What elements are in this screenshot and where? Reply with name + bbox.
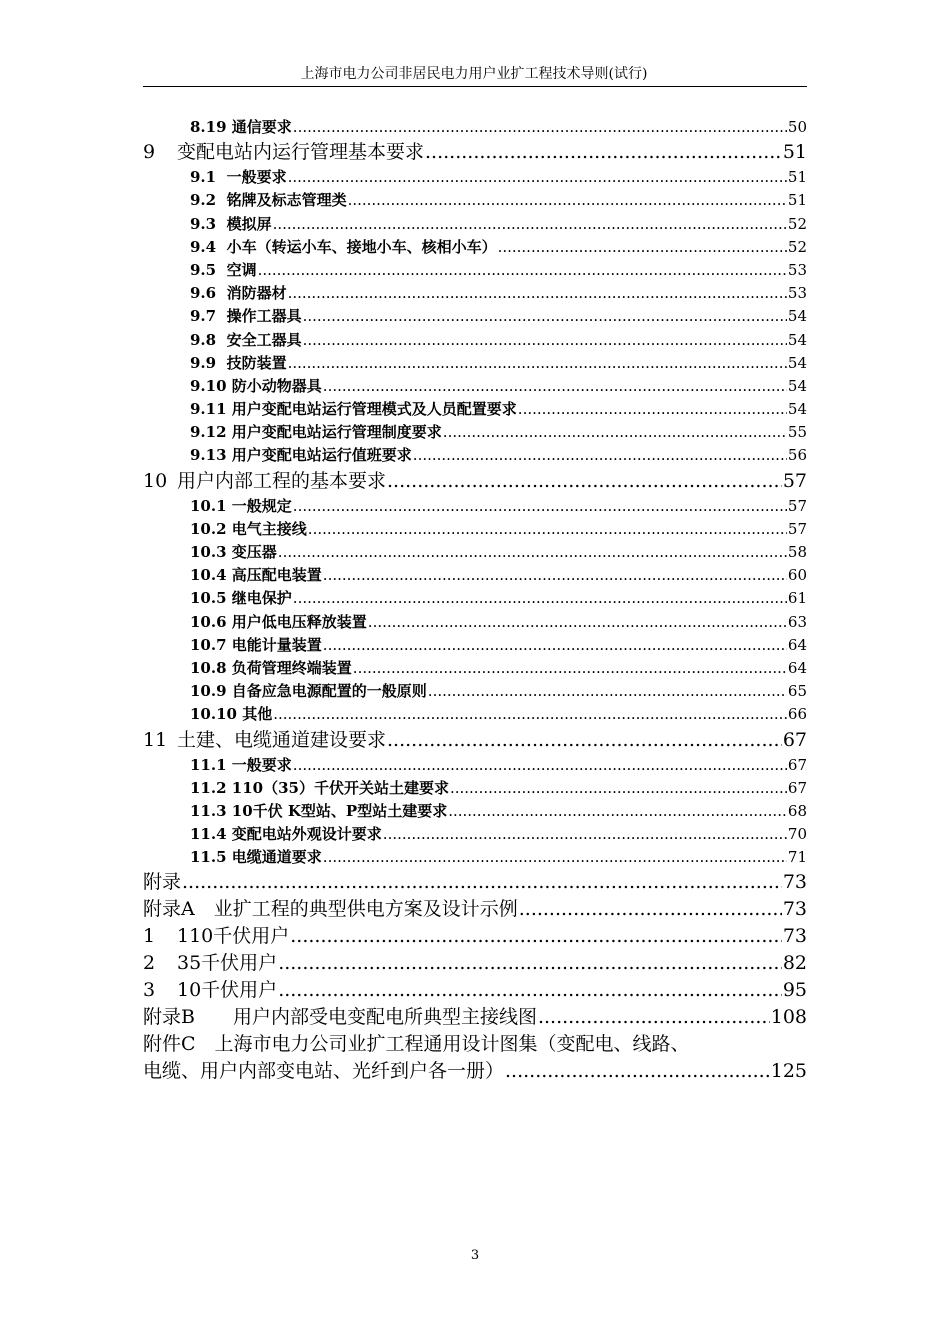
toc-entry-label bbox=[143, 923, 289, 950]
toc-entry[interactable] bbox=[143, 923, 807, 950]
toc-entry-number: 11.2 bbox=[190, 778, 227, 797]
toc-entry[interactable] bbox=[143, 754, 807, 777]
toc-entry-number: 10.8 bbox=[190, 658, 227, 677]
toc-entry-label bbox=[190, 259, 257, 282]
toc-entry-page: 52 bbox=[787, 214, 807, 233]
toc-entry[interactable] bbox=[143, 116, 807, 139]
toc-entry-text: 一般规定 bbox=[231, 496, 292, 515]
toc-entry-label bbox=[190, 305, 302, 328]
toc-entry-number: 10.7 bbox=[190, 635, 227, 654]
toc-entry-text: 变配电站内运行管理基本要求 bbox=[177, 141, 425, 164]
toc-entry-number: 10.9 bbox=[190, 682, 227, 701]
toc-entry-number: 11.4 bbox=[190, 825, 227, 844]
toc-entry[interactable] bbox=[143, 800, 807, 823]
toc-entry-number: 9.5 bbox=[190, 260, 217, 279]
toc-entry-text: 一般要求 bbox=[231, 755, 292, 774]
toc-entry-number: 11.3 bbox=[190, 801, 227, 820]
dot-leader bbox=[323, 564, 787, 587]
toc-entry-text: 110千伏用户 bbox=[177, 925, 290, 948]
toc-entry-number: 9.4 bbox=[190, 237, 217, 256]
toc-entry-page: 108 bbox=[770, 1006, 807, 1029]
toc-entry-label bbox=[190, 236, 497, 259]
toc-entry-text: 通信要求 bbox=[231, 118, 292, 136]
dot-leader bbox=[303, 329, 787, 352]
toc-entry-number: 9.9 bbox=[190, 353, 217, 372]
toc-entry-wrapped-line[interactable]: 附件C 上海市电力公司业扩工程通用设计图集（变配电、线路、 bbox=[143, 1033, 690, 1056]
toc-entry-text: 土建、电缆通道建设要求 bbox=[177, 728, 387, 751]
dot-leader bbox=[293, 754, 787, 777]
toc-entry-number: 9.7 bbox=[190, 307, 217, 326]
toc-entry-text: 高压配电装置 bbox=[231, 566, 322, 585]
toc-entry-text: 附录A 业扩工程的典型供电方案及设计示例 bbox=[143, 898, 518, 921]
toc-entry-page: 57 bbox=[782, 469, 807, 492]
toc-entry-page: 51 bbox=[782, 141, 807, 164]
toc-entry-page: 63 bbox=[787, 612, 807, 631]
dot-leader bbox=[182, 869, 782, 896]
toc-entry-page: 95 bbox=[782, 979, 807, 1002]
toc-entry-page: 52 bbox=[787, 237, 807, 256]
dot-leader bbox=[258, 259, 787, 282]
toc-entry-page: 67 bbox=[787, 778, 807, 797]
toc-entry-page: 66 bbox=[787, 705, 807, 724]
toc-entry-page: 53 bbox=[787, 260, 807, 279]
dot-leader bbox=[387, 468, 782, 495]
toc-entry-number: 10.5 bbox=[190, 589, 227, 608]
toc-entry[interactable] bbox=[143, 680, 807, 703]
toc-entry[interactable] bbox=[143, 777, 807, 800]
dot-leader bbox=[278, 950, 782, 977]
toc-entry[interactable] bbox=[143, 166, 807, 189]
toc-entry-text: 10千伏用户 bbox=[177, 979, 278, 1002]
toc-entry-label bbox=[190, 375, 322, 398]
toc-entry-text: 空调 bbox=[226, 260, 257, 279]
dot-leader bbox=[368, 611, 787, 634]
dot-leader bbox=[505, 1058, 770, 1085]
toc-entry-page: 54 bbox=[787, 307, 807, 326]
toc-entry-label bbox=[190, 329, 302, 352]
toc-entry-number: 10.2 bbox=[190, 519, 227, 538]
dot-leader bbox=[348, 189, 787, 212]
toc-entry-label bbox=[143, 950, 277, 977]
toc-entry-text: 35千伏用户 bbox=[177, 952, 278, 975]
toc-entry-number: 9.13 bbox=[190, 446, 227, 465]
toc-entry-label bbox=[190, 518, 307, 541]
toc-entry[interactable] bbox=[143, 421, 807, 444]
toc-entry-number: 3 bbox=[143, 979, 156, 1002]
toc-entry-number: 9.1 bbox=[190, 168, 217, 187]
dot-leader bbox=[273, 213, 787, 236]
toc-entry-number: 9.10 bbox=[190, 376, 227, 395]
toc-entry[interactable] bbox=[143, 259, 807, 282]
toc-entry-label bbox=[190, 282, 287, 305]
toc-entry[interactable] bbox=[143, 398, 807, 421]
toc-entry-text: 用户内部工程的基本要求 bbox=[177, 469, 387, 492]
dot-leader bbox=[273, 703, 787, 726]
toc-entry[interactable] bbox=[143, 518, 807, 541]
toc-entry-text: 110（35）千伏开关站土建要求 bbox=[231, 778, 449, 797]
toc-entry-number: 10.4 bbox=[190, 566, 227, 585]
toc-entry[interactable] bbox=[143, 896, 807, 923]
dot-leader bbox=[538, 1004, 770, 1031]
toc-entry-text: 电缆通道要求 bbox=[231, 848, 322, 867]
toc-entry[interactable] bbox=[143, 236, 807, 259]
toc-entry[interactable] bbox=[143, 846, 807, 869]
toc-entry-text: 继电保护 bbox=[231, 589, 292, 608]
toc-entry-page: 71 bbox=[787, 848, 807, 867]
toc-entry-page: 51 bbox=[787, 168, 807, 187]
toc-entry-text: 电缆、用户内部变电站、光纤到户各一册） bbox=[143, 1060, 505, 1083]
toc-entry[interactable] bbox=[143, 869, 807, 896]
toc-entry-text: 安全工器具 bbox=[226, 330, 302, 349]
dot-leader bbox=[303, 305, 787, 328]
header-rule bbox=[143, 86, 807, 87]
toc-entry[interactable] bbox=[143, 139, 807, 166]
toc-entry[interactable] bbox=[143, 495, 807, 518]
toc-entry-label bbox=[190, 541, 277, 564]
dot-leader bbox=[293, 587, 787, 610]
toc-entry-number: 10.6 bbox=[190, 612, 227, 631]
toc-entry-number: 9.3 bbox=[190, 214, 217, 233]
toc-entry-page: 50 bbox=[787, 118, 807, 136]
dot-leader bbox=[425, 139, 782, 166]
toc-entry-page: 73 bbox=[782, 871, 807, 894]
toc-entry[interactable] bbox=[143, 823, 807, 846]
toc-entry-text: 电能计量装置 bbox=[231, 635, 322, 654]
dot-leader bbox=[293, 116, 787, 139]
toc-entry-page: 57 bbox=[787, 496, 807, 515]
toc-entry-label bbox=[190, 587, 292, 610]
toc-entry-label bbox=[143, 1004, 537, 1031]
toc-entry-number: 11.5 bbox=[190, 848, 227, 867]
dot-leader bbox=[323, 846, 787, 869]
toc-entry-text: 防小动物器具 bbox=[231, 376, 322, 395]
toc-entry-text: 其他 bbox=[242, 705, 273, 724]
dot-leader bbox=[288, 166, 787, 189]
dot-leader bbox=[428, 680, 787, 703]
toc-entry-text: 用户变配电站运行管理模式及人员配置要求 bbox=[231, 400, 517, 419]
toc-entry-page: 54 bbox=[787, 353, 807, 372]
toc-entry-text: 一般要求 bbox=[226, 168, 287, 187]
toc-entry-number: 9 bbox=[143, 141, 156, 164]
toc-entry-page: 67 bbox=[787, 755, 807, 774]
toc-entry-label bbox=[190, 846, 322, 869]
page-number: 3 bbox=[470, 1248, 480, 1263]
toc-entry-label bbox=[190, 611, 367, 634]
toc-entry[interactable] bbox=[143, 329, 807, 352]
toc-entry[interactable] bbox=[143, 189, 807, 212]
toc-entry[interactable] bbox=[143, 352, 807, 375]
toc-entry-number: 9.11 bbox=[190, 400, 227, 419]
toc-entry-text: 附录 bbox=[143, 871, 182, 894]
toc-entry-page: 67 bbox=[782, 728, 807, 751]
toc-entry-page: 55 bbox=[787, 423, 807, 442]
toc-entry-number: 9.12 bbox=[190, 423, 227, 442]
toc-entry-page: 54 bbox=[787, 376, 807, 395]
toc-entry-page: 70 bbox=[787, 825, 807, 844]
toc-entry-number: 11 bbox=[143, 728, 168, 751]
dot-leader bbox=[323, 634, 787, 657]
dot-leader bbox=[278, 977, 782, 1004]
toc-entry-page: 125 bbox=[770, 1060, 807, 1083]
toc-entry-text: 负荷管理终端装置 bbox=[231, 658, 352, 677]
toc-entry-page: 73 bbox=[782, 925, 807, 948]
toc-entry[interactable] bbox=[143, 1004, 807, 1031]
toc-entry-number: 10 bbox=[143, 469, 168, 492]
toc-entry-number: 11.1 bbox=[190, 755, 227, 774]
toc-entry[interactable] bbox=[143, 703, 807, 726]
dot-leader bbox=[353, 657, 787, 680]
dot-leader bbox=[443, 421, 787, 444]
toc-entry-number: 8.19 bbox=[190, 118, 227, 136]
page-header: 上海市电力公司非居民电力用户业扩工程技术导则(试行) bbox=[300, 66, 648, 82]
toc-entry[interactable] bbox=[143, 213, 807, 236]
toc-entry-label bbox=[190, 754, 292, 777]
toc-entry-page: 57 bbox=[787, 519, 807, 538]
toc-entry-text: 用户变配电站运行管理制度要求 bbox=[231, 423, 442, 442]
toc-entry-number: 10.3 bbox=[190, 543, 227, 561]
toc-entry-text: 用户变配电站运行值班要求 bbox=[231, 446, 412, 465]
dot-leader bbox=[308, 518, 787, 541]
toc-entry[interactable] bbox=[143, 727, 807, 754]
toc-entry[interactable] bbox=[143, 587, 807, 610]
dot-leader bbox=[288, 352, 787, 375]
toc-entry-number: 9.2 bbox=[190, 191, 217, 210]
dot-leader bbox=[450, 777, 787, 800]
toc-entry-number: 10.1 bbox=[190, 496, 227, 515]
toc-entry-page: 58 bbox=[787, 543, 807, 561]
toc-entry-number: 10.10 bbox=[190, 705, 237, 724]
toc-entry-page: 54 bbox=[787, 330, 807, 349]
toc-entry-text: 自备应急电源配置的一般原则 bbox=[231, 682, 427, 701]
toc-entry-label bbox=[190, 352, 287, 375]
toc-entry[interactable] bbox=[143, 657, 807, 680]
toc-entry[interactable] bbox=[143, 468, 807, 495]
toc-entry-text: 技防装置 bbox=[226, 353, 287, 372]
dot-leader bbox=[288, 282, 787, 305]
toc-entry-text: 用户低电压释放装置 bbox=[231, 612, 367, 631]
toc-entry-number: 2 bbox=[143, 952, 156, 975]
dot-leader bbox=[387, 727, 782, 754]
dot-leader bbox=[323, 375, 787, 398]
toc-entry[interactable] bbox=[143, 977, 807, 1004]
toc-entry-label bbox=[190, 657, 352, 680]
toc-entry-label bbox=[143, 727, 386, 754]
toc-entry[interactable] bbox=[143, 950, 807, 977]
toc-entry-page: 73 bbox=[782, 898, 807, 921]
toc-entry-number: 1 bbox=[143, 925, 156, 948]
dot-leader bbox=[293, 495, 787, 518]
toc-entry-text: 10千伏 K型站、P型站土建要求 bbox=[231, 801, 448, 820]
toc-entry-page: 82 bbox=[782, 952, 807, 975]
toc-entry-label bbox=[190, 800, 447, 823]
toc-entry-label bbox=[190, 444, 412, 467]
toc-entry-page: 60 bbox=[787, 566, 807, 585]
toc-entry-text: 模拟屏 bbox=[226, 214, 272, 233]
toc-entry-label bbox=[190, 703, 272, 726]
dot-leader bbox=[519, 896, 782, 923]
toc-entry-number: 9.6 bbox=[190, 284, 217, 303]
toc-entry-text: 小车（转运小车、接地小车、核相小车） bbox=[226, 237, 497, 256]
toc-entry-label bbox=[143, 468, 386, 495]
toc-entry[interactable] bbox=[143, 1058, 807, 1085]
toc-entry-page: 61 bbox=[787, 589, 807, 608]
toc-entry[interactable] bbox=[143, 634, 807, 657]
toc-entry-label bbox=[190, 777, 449, 800]
toc-entry-label bbox=[143, 977, 277, 1004]
toc-entry[interactable] bbox=[143, 375, 807, 398]
toc-entry-page: 64 bbox=[787, 658, 807, 677]
toc-entry-page: 64 bbox=[787, 635, 807, 654]
toc-entry-label bbox=[190, 421, 442, 444]
dot-leader bbox=[290, 923, 782, 950]
toc-entry-text: 电气主接线 bbox=[231, 519, 307, 538]
toc-entry[interactable] bbox=[143, 282, 807, 305]
dot-leader bbox=[518, 398, 787, 421]
toc-entry-text: 变配电站外观设计要求 bbox=[231, 825, 382, 844]
toc-entry-label bbox=[190, 564, 322, 587]
toc-entry-label bbox=[190, 116, 292, 139]
dot-leader bbox=[448, 800, 787, 823]
toc-entry-page: 51 bbox=[787, 191, 807, 210]
dot-leader bbox=[413, 444, 787, 467]
toc-entry-text: 铭牌及标志管理类 bbox=[226, 191, 347, 210]
toc-entry-label bbox=[143, 896, 518, 923]
toc-entry-page: 68 bbox=[787, 801, 807, 820]
toc-entry-text: 变压器 bbox=[231, 543, 277, 561]
toc-entry[interactable] bbox=[143, 444, 807, 467]
toc-entry-text: 操作工器具 bbox=[226, 307, 302, 326]
toc-entry-label bbox=[190, 213, 272, 236]
toc-entry-label bbox=[143, 139, 424, 166]
dot-leader bbox=[278, 541, 787, 564]
dot-leader bbox=[498, 236, 787, 259]
toc-entry-number: 9.8 bbox=[190, 330, 217, 349]
toc-entry-label bbox=[190, 634, 322, 657]
toc-entry[interactable] bbox=[143, 611, 807, 634]
toc-entry-page: 65 bbox=[787, 682, 807, 701]
toc-entry-label bbox=[190, 495, 292, 518]
toc-entry[interactable] bbox=[143, 305, 807, 328]
toc-entry-label bbox=[190, 823, 382, 846]
toc-entry-text: 附录B 用户内部受电变配电所典型主接线图 bbox=[143, 1006, 537, 1029]
toc-entry-label bbox=[190, 166, 287, 189]
toc-entry-text: 消防器材 bbox=[226, 284, 287, 303]
toc-entry-label bbox=[190, 680, 427, 703]
toc-entry-label bbox=[143, 869, 181, 896]
toc-entry-page: 53 bbox=[787, 284, 807, 303]
toc-entry-label bbox=[190, 189, 347, 212]
toc-entry-label bbox=[190, 398, 517, 421]
table-of-contents bbox=[143, 116, 807, 1085]
toc-entry-page: 54 bbox=[787, 400, 807, 419]
toc-entry[interactable] bbox=[143, 564, 807, 587]
toc-entry[interactable] bbox=[143, 541, 807, 564]
dot-leader bbox=[383, 823, 787, 846]
toc-entry-page: 56 bbox=[787, 446, 807, 465]
